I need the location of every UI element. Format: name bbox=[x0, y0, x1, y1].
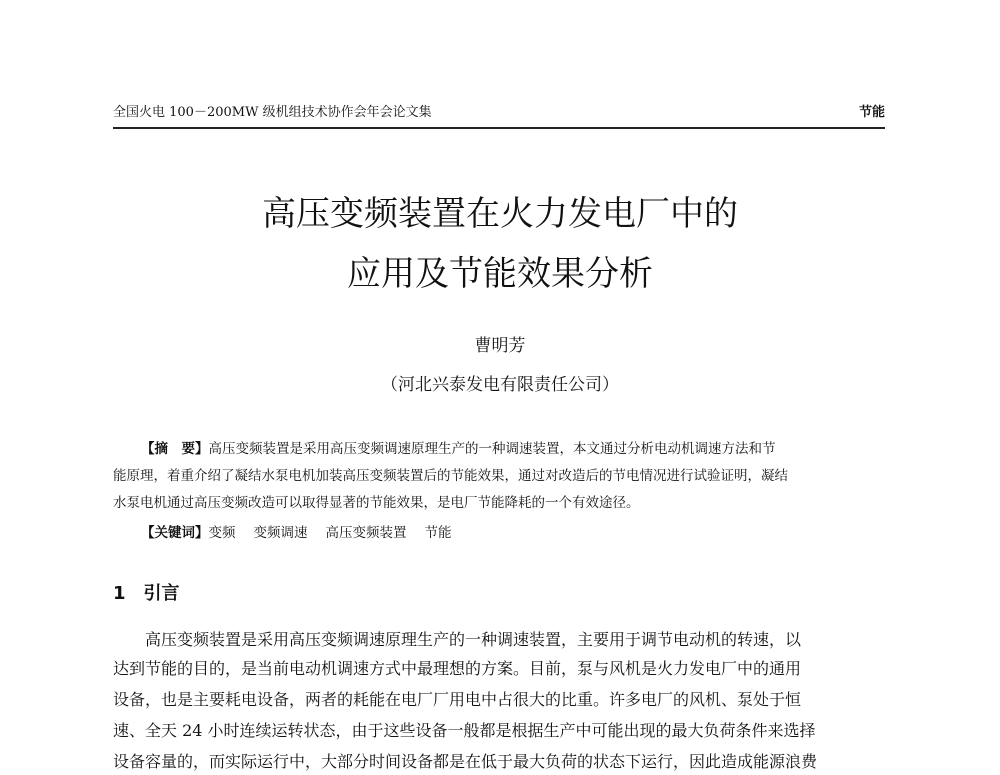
section-heading bbox=[113, 581, 180, 607]
abstract-line-2: 能原理，着重介绍了凝结水泵电机加装高压变频装置后的节能效果，通过对改造后的节电情况进行试验证明，凝结 bbox=[113, 468, 788, 484]
keywords-line bbox=[113, 522, 913, 544]
keyword-item: 变频 bbox=[208, 525, 236, 541]
body-paragraph-line: 速、全天 24 小时连续运转状态，由于这些设备一般都是根据生产中可能出现的最大负荷条件来选择 bbox=[113, 721, 816, 740]
keyword-item: 高压变频装置 bbox=[325, 525, 407, 541]
section-number: 1 bbox=[113, 583, 126, 604]
running-header-proceedings-title: 全国火电 100－200MW 级机组技术协作会年会论文集 bbox=[113, 105, 432, 120]
body-paragraph-line: 设备，也是主要耗电设备，两者的耗能在电厂厂用电中占很大的比重。许多电厂的风机、泵处于恒 bbox=[113, 690, 802, 709]
running-header bbox=[113, 103, 885, 129]
abstract-line-3: 水泵电机通过高压变频改造可以取得显著的节能效果，是电厂节能降耗的一个有效途径。 bbox=[113, 495, 640, 511]
keywords-label: 【关键词】 bbox=[141, 525, 209, 541]
author-affiliation: （河北兴泰发电有限责任公司） bbox=[381, 375, 619, 395]
body-paragraph-line: 高压变频装置是采用高压变频调速原理生产的一种调速装置，主要用于调节电动机的转速，以 bbox=[145, 630, 802, 649]
abstract-label: 【摘 要】 bbox=[141, 441, 209, 457]
body-paragraph-line: 达到节能的目的，是当前电动机调速方式中最理想的方案。目前，泵与风机是火力发电厂中的通用 bbox=[113, 659, 802, 678]
keyword-item: 变频调速 bbox=[253, 525, 308, 541]
paper-title-line-1: 高压变频装置在火力发电厂中的 bbox=[262, 194, 738, 234]
paper-title-line-2: 应用及节能效果分析 bbox=[347, 254, 653, 294]
abstract-text-1: 高压变频装置是采用高压变频调速原理生产的一种调速装置，本文通过分析电动机调速方法和节 bbox=[208, 441, 776, 457]
running-header-section: 节能 bbox=[858, 105, 885, 120]
abstract-line-1 bbox=[113, 438, 913, 460]
author-name: 曹明芳 bbox=[474, 336, 526, 356]
section-title: 引言 bbox=[143, 583, 180, 604]
body-paragraph-line: 设备容量的，而实际运行中，大部分时间设备都是在低于最大负荷的状态下运行，因此造成能源浪费 bbox=[113, 752, 818, 771]
keyword-item: 节能 bbox=[424, 525, 452, 541]
